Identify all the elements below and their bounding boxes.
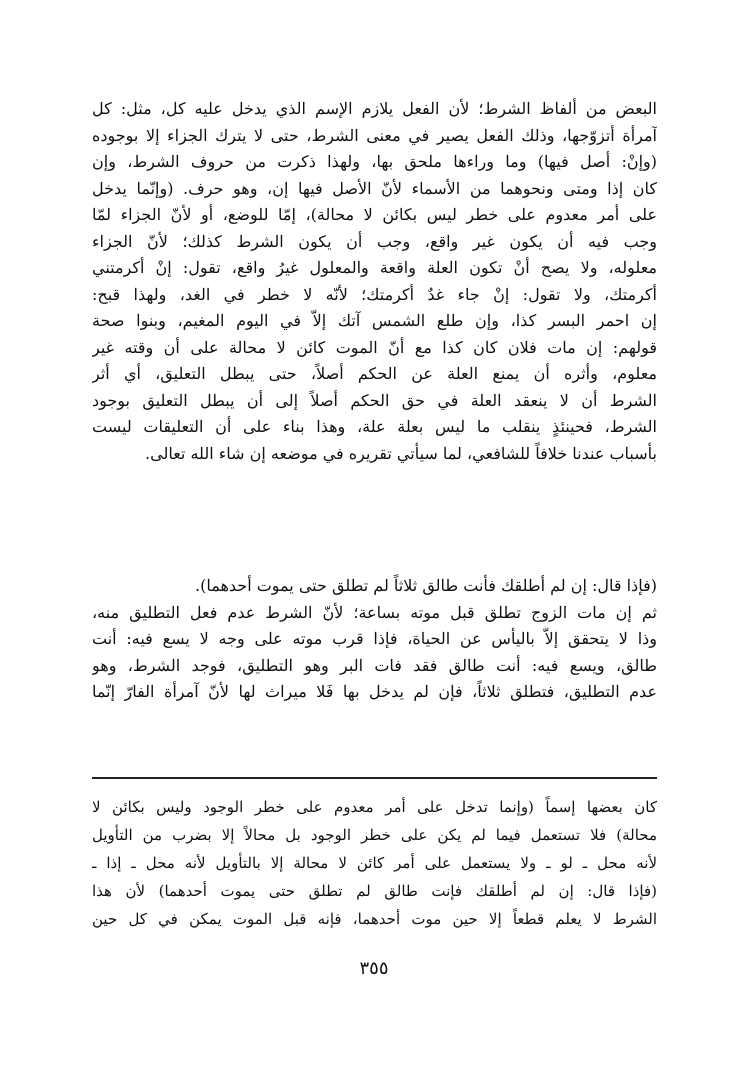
main-line: أكرمتك، ولا تقول: إنْ جاء غدٌ أكرمتك؛ لأنّه لا خطر في الغد، ولهذا قبح: [92, 284, 657, 304]
main-line: البعض من ألفاظ الشرط؛ لأن الفعل يلازم الإسم الذي يدخل عليه كل، مثل: كل [92, 99, 657, 118]
paragraph-line: طالق، ويسع فيه: أنت طالق فقد فات البر وهو التطليق، فوجد الشرط، وهو [92, 655, 657, 675]
footnotes [92, 793, 657, 933]
main-line: معلوم، وأثره أن يمنع العلة عن الحكم أصلاً، حتى يبطل التعليق، أي أثر [92, 364, 657, 383]
footnote-divider [92, 777, 657, 779]
footnote-line: كان بعضها إسماً (وإنما تدخل على أمر معدوم على خطر الوجود وليس بكائن لا [92, 798, 657, 816]
paragraph-line: وذا لا يتحقق إلاّ باليأس عن الحياة، فإذا قرب موته على وجه لا يسع فيه: أنت [92, 629, 657, 648]
main-line: الشرط أن لا ينعقد العلة في حق الحكم أصلاً إلى أن يبطل التعليق بوجود [92, 390, 657, 410]
main-line: على أمر معدوم على خطر ليس بكائن لا محالة)، إمّا للوضع، أو لأنّ الجزاء لمّا [92, 205, 657, 224]
main-line: الشرط، فحينئذٍ ينقلب ما ليس بعلة علة، وهذا بناء على أن التعليقات ليست [92, 417, 657, 436]
main-line: كان إذا ومتى ونحوهما من الأسماء لأنّ الأصل فيها إن، وهو حرف. (وإنّما يدخل [92, 178, 657, 198]
main-line: إن احمر البسر كذا، وإن طلع الشمس آتك إلاّ في اليوم المغيم، وبنوا صحة [92, 311, 657, 330]
footnote-line: محالة) فلا تستعمل فيما لم يكن على خطر الوجود بل محالاً إلا بضرب من التأويل [92, 826, 657, 844]
main-line: قولهم: إن مات فلان كان كذا مع أنّ الموت كائن لا محالة على أن وقته غير [92, 337, 657, 357]
main-line: معلوله، ولا يصح أنْ تكون العلة واقعة والمعلول غيرُ واقع، تقول: إنْ أكرمتني [92, 258, 657, 277]
footnote-line: الشرط لا يعلم قطعاً إلا حين موت أحدهما، فإنه قبل الموت يمكن في كل حين [92, 910, 657, 928]
main-line: (وإنْ: أصل فيها) وما وراءها ملحق بها، ولهذا ذكرت من حروف الشرط، وإن [92, 152, 657, 171]
footnote-line: (فإذا قال: إن لم أطلقك فإنت طالق لم تطلق حتى يموت أحدهما) لأن هذا [92, 882, 657, 900]
footnote-line: لأنه محل ـ لو ـ ولا يستعمل على أمر كائن لا محالة إلا بالتأويل لأنه محل ـ إذا ـ [92, 854, 657, 872]
paragraph-line: عدم التطليق، فتطلق ثلاثاً، فإن لم يدخل بها فَلا ميراث لها لأنّ آمرأة الفارّ إنّما [92, 682, 657, 701]
main-line: آمرأة أتزوّجها، وذلك الفعل يصير في معنى الشرط، حتى لا يترك الجزاء إلا بوجوده [92, 125, 657, 145]
page-number: ٣٥٥ [359, 958, 389, 979]
paragraph-line: (فإذا قال: إن لم أطلقك فأنت طالق ثلاثاً لم تطلق حتى يموت أحدهما). [195, 576, 657, 595]
paragraph-line: ثم إن مات الزوج تطلق قبل موته بساعة؛ لأنّ الشرط عدم فعل التطليق منه، [92, 602, 657, 622]
main-text [92, 96, 657, 467]
second-paragraph [92, 573, 657, 706]
main-line: بأسباب عندنا خلافاً للشافعي، لما سيأتي تقريره في موضعه إن شاء الله تعالى. [145, 443, 657, 463]
main-line: وجب فيه أن يكون غير واقع، وجب أن يكون الشرط كذلك؛ لأنّ الجزاء [92, 231, 657, 251]
